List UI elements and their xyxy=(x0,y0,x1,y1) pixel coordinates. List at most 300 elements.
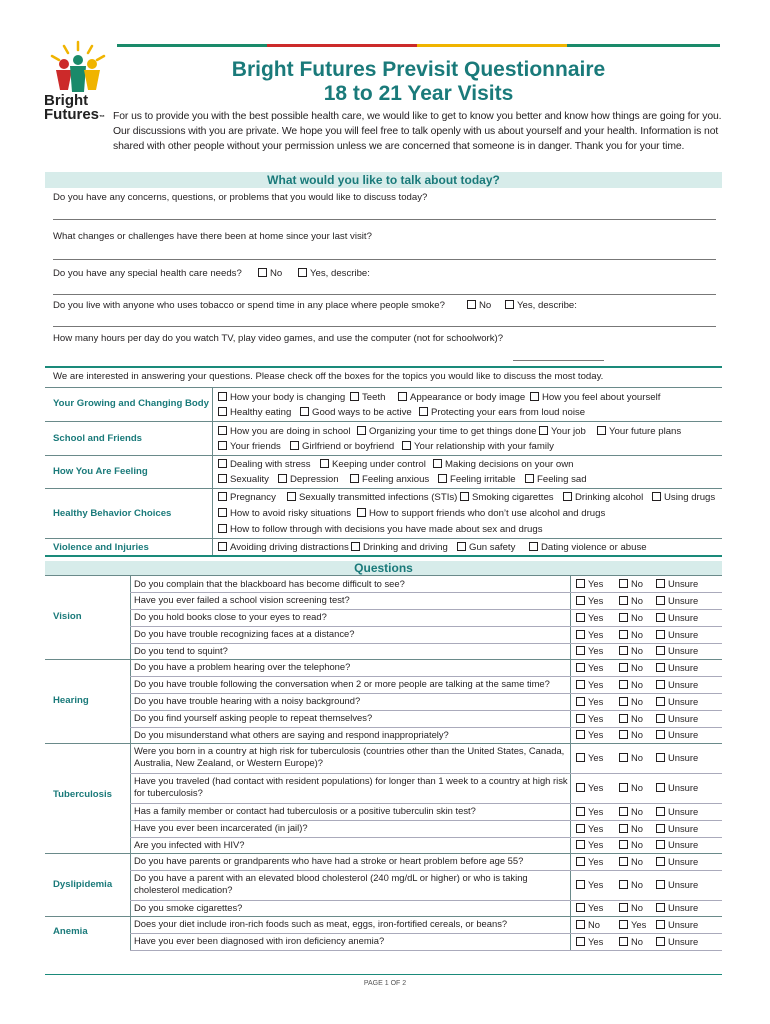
answer-label: Yes xyxy=(588,782,604,793)
answer-option-yes[interactable] xyxy=(576,612,603,623)
checkbox-icon[interactable] xyxy=(576,663,585,672)
checkbox-icon[interactable] xyxy=(652,492,661,501)
checkbox-icon[interactable] xyxy=(656,714,665,723)
checkbox-icon[interactable] xyxy=(398,392,407,401)
special-needs-yes[interactable] xyxy=(298,268,370,279)
checkbox-icon[interactable] xyxy=(656,663,665,672)
checkbox-icon[interactable] xyxy=(218,524,227,533)
answer-option-no[interactable] xyxy=(619,752,643,763)
checkbox-icon[interactable] xyxy=(218,508,227,517)
topic-option[interactable] xyxy=(218,426,351,437)
topic-option[interactable] xyxy=(218,492,276,503)
topic-option[interactable] xyxy=(218,441,281,452)
checkbox-icon[interactable] xyxy=(656,680,665,689)
checkbox-icon[interactable] xyxy=(402,441,411,450)
topic-option[interactable] xyxy=(398,392,525,403)
answer-option-yes[interactable] xyxy=(576,713,603,724)
topic-option[interactable] xyxy=(597,426,681,437)
answer-option-unsure[interactable] xyxy=(656,729,698,740)
topic-option[interactable] xyxy=(218,508,351,519)
row-divider xyxy=(130,900,722,901)
question-row xyxy=(134,695,360,707)
label: Sexually transmitted infections (STIs) xyxy=(299,492,458,503)
answer-option-yes[interactable] xyxy=(576,595,603,606)
checkbox-icon[interactable] xyxy=(656,824,665,833)
checkbox-icon[interactable] xyxy=(218,407,227,416)
answer-option-no[interactable] xyxy=(576,919,600,930)
topic-option[interactable] xyxy=(563,492,643,503)
label: Keeping under control xyxy=(332,459,426,470)
checkbox-icon[interactable] xyxy=(619,613,628,622)
checkbox-icon[interactable] xyxy=(563,492,572,501)
checkbox-icon[interactable] xyxy=(619,663,628,672)
answer-label: Yes xyxy=(588,594,604,606)
checkbox-icon[interactable] xyxy=(278,474,287,483)
checkbox-icon[interactable] xyxy=(218,426,227,435)
answer-option-yes[interactable] xyxy=(576,936,603,947)
answer-option-no[interactable] xyxy=(619,578,643,589)
topic-growing-label: Your Growing and Changing Body xyxy=(53,398,209,409)
answer-option-unsure[interactable] xyxy=(656,612,698,623)
question-text: Do you have a problem hearing over the telephone? xyxy=(134,661,351,672)
checkbox-icon[interactable] xyxy=(576,840,585,849)
answer-option-no[interactable] xyxy=(619,839,643,850)
checkbox-icon[interactable] xyxy=(576,596,585,605)
answer-option-unsure[interactable] xyxy=(656,696,698,707)
answer-label: No xyxy=(631,752,643,763)
checkbox-icon[interactable] xyxy=(576,630,585,639)
checkbox-icon[interactable] xyxy=(619,646,628,655)
answer-option-no[interactable] xyxy=(619,902,643,913)
topic-option[interactable] xyxy=(530,392,660,403)
answer-option-unsure[interactable] xyxy=(656,902,698,913)
answer-option-no[interactable] xyxy=(619,856,643,867)
topic-option[interactable] xyxy=(218,392,345,403)
answer-option-yes[interactable] xyxy=(576,856,603,867)
answer-option-unsure[interactable] xyxy=(656,713,698,724)
topic-option[interactable] xyxy=(652,492,715,503)
checkbox-icon[interactable] xyxy=(656,630,665,639)
checkbox-icon[interactable] xyxy=(576,903,585,912)
answer-option-yes[interactable] xyxy=(576,629,603,640)
answer-line-concerns[interactable] xyxy=(53,219,716,220)
answer-option-no[interactable] xyxy=(619,713,643,724)
topic-option[interactable] xyxy=(287,492,457,503)
checkbox-icon[interactable] xyxy=(656,613,665,622)
checkbox-icon[interactable] xyxy=(576,697,585,706)
answer-label: No xyxy=(631,578,643,589)
topic-option[interactable] xyxy=(218,542,349,553)
checkbox-icon[interactable] xyxy=(619,697,628,706)
question-row xyxy=(134,745,564,769)
checkbox-icon[interactable] xyxy=(656,697,665,706)
answer-option-yes[interactable] xyxy=(576,729,603,740)
row-divider xyxy=(45,743,722,744)
answer-label: Yes xyxy=(588,678,604,690)
topic-option[interactable] xyxy=(460,492,554,503)
checkbox-icon[interactable] xyxy=(460,492,469,501)
checkbox-icon[interactable] xyxy=(539,426,548,435)
checkbox-icon[interactable] xyxy=(656,807,665,816)
answer-option-unsure[interactable] xyxy=(656,752,698,763)
answer-option-yes[interactable] xyxy=(576,839,603,850)
checkbox-icon[interactable] xyxy=(576,730,585,739)
checkbox-icon[interactable] xyxy=(597,426,606,435)
q-changes: What changes or challenges have there been at home since your last visit? xyxy=(53,231,372,242)
checkbox-icon[interactable] xyxy=(619,783,628,792)
answer-option-no[interactable] xyxy=(619,629,643,640)
topic-option[interactable] xyxy=(419,407,585,418)
topic-option[interactable] xyxy=(290,441,394,452)
checkbox-icon[interactable] xyxy=(218,474,227,483)
label: Depression xyxy=(290,474,339,485)
label: Teeth xyxy=(362,392,386,403)
divider xyxy=(45,488,722,489)
topic-option[interactable] xyxy=(218,459,311,470)
checkbox-icon[interactable] xyxy=(576,680,585,689)
checkbox-icon[interactable] xyxy=(656,920,665,929)
answer-label: Unsure xyxy=(668,805,699,817)
answer-option-yes[interactable] xyxy=(576,578,603,589)
topic-option[interactable] xyxy=(300,407,412,418)
answer-option-no[interactable] xyxy=(619,729,643,740)
answer-label: Unsure xyxy=(668,712,699,724)
question-row xyxy=(134,872,528,896)
question-text: Do you have trouble recognizing faces at a distance? xyxy=(134,628,355,639)
answer-option-unsure[interactable] xyxy=(656,645,698,656)
answer-line-changes[interactable] xyxy=(53,259,716,260)
answer-label: No xyxy=(631,902,643,913)
intro-text: For us to provide you with the best possible health care, we would like to get to know you better and know how things are going for you. Our discussions with you are private. We hope you will feel free to talk openly with us about yourself and your health. Information is not shared with other people without your permission unless we are concerned that someone is in danger. Thank you for your time. xyxy=(113,111,722,152)
topic-option[interactable] xyxy=(320,459,426,470)
answer-label: Yes xyxy=(588,712,604,724)
divider xyxy=(45,366,722,368)
answer-option-no[interactable] xyxy=(619,806,643,817)
label: Drinking and driving xyxy=(363,542,448,553)
answer-label: Yes xyxy=(588,661,604,673)
answer-label: Unsure xyxy=(668,752,699,763)
row-divider xyxy=(45,916,722,917)
answer-option-yes[interactable] xyxy=(576,679,603,690)
tobacco-no[interactable] xyxy=(467,300,491,311)
label: No xyxy=(479,300,492,311)
checkbox-icon[interactable] xyxy=(300,407,309,416)
answer-option-no[interactable] xyxy=(619,595,643,606)
checkbox-icon[interactable] xyxy=(298,268,307,277)
question-text: Has a family member or contact had tuberculosis or a positive tuberculin skin test? xyxy=(134,805,476,816)
answer-label: Unsure xyxy=(668,578,699,589)
checkbox-icon[interactable] xyxy=(619,920,628,929)
answer-option-unsure[interactable] xyxy=(656,806,698,817)
checkbox-icon[interactable] xyxy=(505,300,514,309)
topic-option[interactable] xyxy=(457,542,515,553)
question-row xyxy=(134,712,372,724)
answer-option-no[interactable] xyxy=(619,679,643,690)
checkbox-icon[interactable] xyxy=(656,579,665,588)
answer-label: Yes xyxy=(588,879,604,890)
label: How to avoid risky situations xyxy=(230,508,352,519)
topic-violence-label: Violence and Injuries xyxy=(53,542,149,553)
section-anemia: Anemia xyxy=(53,926,88,937)
checkbox-icon[interactable] xyxy=(619,753,628,762)
answer-option-unsure[interactable] xyxy=(656,936,698,947)
checkbox-icon[interactable] xyxy=(656,903,665,912)
label: How you are doing in school xyxy=(230,426,351,437)
checkbox-icon[interactable] xyxy=(218,392,227,401)
row-divider xyxy=(45,659,722,660)
checkbox-icon[interactable] xyxy=(218,441,227,450)
checkbox-icon[interactable] xyxy=(576,753,585,762)
q-concerns: Do you have any concerns, questions, or problems that you would like to discuss today? xyxy=(53,192,428,203)
row-divider xyxy=(130,710,722,711)
checkbox-icon[interactable] xyxy=(576,824,585,833)
label: Girlfriend or boyfriend xyxy=(302,441,395,452)
checkbox-icon[interactable] xyxy=(290,441,299,450)
special-needs-no[interactable] xyxy=(258,268,282,279)
checkbox-icon[interactable] xyxy=(218,542,227,551)
checkbox-icon[interactable] xyxy=(438,474,447,483)
answer-option-yes[interactable] xyxy=(576,696,603,707)
logo-line1: Bright xyxy=(44,92,89,109)
answer-label: Yes xyxy=(588,855,604,867)
topic-option[interactable] xyxy=(525,474,587,485)
answer-label: Yes xyxy=(588,628,604,640)
topic-option[interactable] xyxy=(402,441,554,452)
answer-option-no[interactable] xyxy=(619,823,643,834)
checkbox-icon[interactable] xyxy=(457,542,466,551)
answer-label: Unsure xyxy=(668,695,699,707)
checkbox-icon[interactable] xyxy=(433,459,442,468)
answer-line-hours[interactable] xyxy=(513,360,604,361)
row-divider xyxy=(130,676,722,677)
answer-option-unsure[interactable] xyxy=(656,782,698,793)
topic-option[interactable] xyxy=(529,542,647,553)
answer-option-unsure[interactable] xyxy=(656,679,698,690)
answer-option-yes[interactable] xyxy=(576,662,603,673)
topic-option[interactable] xyxy=(218,407,291,418)
label: Your future plans xyxy=(609,426,682,437)
checkbox-icon[interactable] xyxy=(619,824,628,833)
question-text: Do you complain that the blackboard has become difficult to see? xyxy=(134,578,405,589)
checkbox-icon[interactable] xyxy=(467,300,476,309)
checkbox-icon[interactable] xyxy=(576,920,585,929)
tobacco-yes[interactable] xyxy=(505,300,577,311)
divider xyxy=(45,455,722,456)
answer-option-yes[interactable] xyxy=(576,823,603,834)
checkbox-icon[interactable] xyxy=(357,508,366,517)
divider xyxy=(45,421,722,422)
checkbox-icon[interactable] xyxy=(258,268,267,277)
topic-option[interactable] xyxy=(433,459,574,470)
checkbox-icon[interactable] xyxy=(287,492,296,501)
label: Your relationship with your family xyxy=(414,441,554,452)
topic-option[interactable] xyxy=(351,542,448,553)
checkbox-icon[interactable] xyxy=(656,753,665,762)
checkbox-icon[interactable] xyxy=(525,474,534,483)
answer-label: Unsure xyxy=(668,902,699,913)
logo-line2: Futures xyxy=(44,106,100,123)
answer-line-tobacco[interactable] xyxy=(53,326,716,327)
topic-option[interactable] xyxy=(218,474,269,485)
answer-label: Unsure xyxy=(668,594,699,606)
checkbox-icon[interactable] xyxy=(320,459,329,468)
checkbox-icon[interactable] xyxy=(619,680,628,689)
checkbox-icon[interactable] xyxy=(656,730,665,739)
answer-option-unsure[interactable] xyxy=(656,919,698,930)
question-text: Have you ever been diagnosed with iron deficiency anemia? xyxy=(134,935,385,946)
question-row xyxy=(134,822,308,834)
checkbox-icon[interactable] xyxy=(576,579,585,588)
topic-option[interactable] xyxy=(357,426,536,437)
divider xyxy=(45,555,722,557)
divider xyxy=(45,387,722,388)
checkbox-icon[interactable] xyxy=(218,492,227,501)
checkbox-icon[interactable] xyxy=(576,857,585,866)
answer-option-unsure[interactable] xyxy=(656,629,698,640)
label: Drinking alcohol xyxy=(575,492,644,503)
question-row xyxy=(134,645,228,657)
section-vision: Vision xyxy=(53,611,82,622)
label: Feeling anxious xyxy=(362,474,430,485)
q-screen-time: How many hours per day do you watch TV, play video games, and use the computer (not for schoolwork)? xyxy=(53,333,504,344)
topic-option[interactable] xyxy=(350,474,429,485)
checkbox-icon[interactable] xyxy=(576,937,585,946)
answer-line-special-needs[interactable] xyxy=(53,294,716,295)
question-text: Were you born in a country at high risk for tuberculosis (countries other than the United States, Canada, xyxy=(134,745,565,756)
checkbox-icon[interactable] xyxy=(656,596,665,605)
answer-option-unsure[interactable] xyxy=(656,578,698,589)
label: Yes, describe: xyxy=(310,268,370,279)
topic-option[interactable] xyxy=(278,474,339,485)
answer-option-no[interactable] xyxy=(619,662,643,673)
checkbox-icon[interactable] xyxy=(357,426,366,435)
checkbox-icon[interactable] xyxy=(619,903,628,912)
answer-label: Yes xyxy=(631,918,647,930)
checkbox-icon[interactable] xyxy=(619,730,628,739)
checkbox-icon[interactable] xyxy=(656,937,665,946)
checkbox-icon[interactable] xyxy=(529,542,538,551)
question-row xyxy=(134,839,244,851)
answer-option-yes[interactable] xyxy=(576,752,603,763)
answer-option-no[interactable] xyxy=(619,696,643,707)
answer-label: Unsure xyxy=(668,645,699,656)
question-text: Have you traveled (had contact with resident populations) for longer than 1 week to a country at high risk xyxy=(134,775,568,786)
label: Avoiding driving distractions xyxy=(230,542,349,553)
answer-option-yes[interactable] xyxy=(576,645,603,656)
label: How to support friends who don’t use alcohol and drugs xyxy=(369,508,606,519)
checkbox-icon[interactable] xyxy=(576,714,585,723)
answer-option-unsure[interactable] xyxy=(656,879,698,890)
checkbox-icon[interactable] xyxy=(218,459,227,468)
checkbox-icon[interactable] xyxy=(530,392,539,401)
answer-option-yes[interactable] xyxy=(576,806,603,817)
checkbox-icon[interactable] xyxy=(350,392,359,401)
topic-school-label: School and Friends xyxy=(53,433,143,444)
label: Feeling irritable xyxy=(450,474,516,485)
checkbox-icon[interactable] xyxy=(656,857,665,866)
question-row xyxy=(134,775,568,799)
answer-label: Unsure xyxy=(668,855,699,867)
row-divider xyxy=(130,693,722,694)
question-text: Are you infected with HIV? xyxy=(134,839,245,850)
topic-option[interactable] xyxy=(438,474,516,485)
answer-label: Yes xyxy=(588,805,604,817)
answer-label: Unsure xyxy=(668,879,699,890)
answer-label: Yes xyxy=(588,729,604,740)
answer-option-no[interactable] xyxy=(619,936,643,947)
answer-label: No xyxy=(631,855,643,867)
topic-option[interactable] xyxy=(350,392,385,403)
topic-option[interactable] xyxy=(539,426,586,437)
answer-option-unsure[interactable] xyxy=(656,823,698,834)
section-dyslipidemia: Dyslipidemia xyxy=(53,879,113,890)
checkbox-icon[interactable] xyxy=(619,880,628,889)
checkbox-icon[interactable] xyxy=(619,840,628,849)
checkbox-icon[interactable] xyxy=(576,783,585,792)
checkbox-icon[interactable] xyxy=(576,646,585,655)
checkbox-icon[interactable] xyxy=(576,807,585,816)
label: Healthy eating xyxy=(230,407,292,418)
question-text: Do you misunderstand what others are saying and respond inappropriately? xyxy=(134,729,449,740)
checkbox-icon[interactable] xyxy=(419,407,428,416)
topics-intro: We are interested in answering your questions. Please check off the boxes for the topics you would like to discuss the most today. xyxy=(53,371,604,382)
checkbox-icon[interactable] xyxy=(619,630,628,639)
answer-option-unsure[interactable] xyxy=(656,595,698,606)
label: Your job xyxy=(551,426,586,437)
checkbox-icon[interactable] xyxy=(619,596,628,605)
answer-option-no[interactable] xyxy=(619,612,643,623)
checkbox-icon[interactable] xyxy=(619,937,628,946)
question-text: Do you find yourself asking people to repeat themselves? xyxy=(134,712,373,723)
answer-label: No xyxy=(631,729,643,740)
checkbox-icon[interactable] xyxy=(656,840,665,849)
answer-option-unsure[interactable] xyxy=(656,662,698,673)
answer-option-unsure[interactable] xyxy=(656,839,698,850)
topic-option[interactable] xyxy=(357,508,605,519)
topic-option[interactable] xyxy=(218,524,543,535)
checkbox-icon[interactable] xyxy=(656,646,665,655)
logo-tm: ™ xyxy=(99,115,106,121)
answer-option-yes[interactable] xyxy=(576,902,603,913)
answer-option-yes[interactable] xyxy=(576,782,603,793)
answer-label: Unsure xyxy=(668,839,699,850)
checkbox-icon[interactable] xyxy=(350,474,359,483)
checkbox-icon[interactable] xyxy=(619,579,628,588)
answer-label: Unsure xyxy=(668,611,699,623)
checkbox-icon[interactable] xyxy=(656,783,665,792)
checkbox-icon[interactable] xyxy=(619,807,628,816)
checkbox-icon[interactable] xyxy=(619,857,628,866)
question-row xyxy=(134,578,405,590)
answer-option-no[interactable] xyxy=(619,879,643,890)
answer-option-no[interactable] xyxy=(619,645,643,656)
checkbox-icon[interactable] xyxy=(619,714,628,723)
label: Appearance or body image xyxy=(410,392,526,403)
answer-label: Unsure xyxy=(668,661,699,673)
answer-option-yes[interactable] xyxy=(619,919,646,930)
label: Protecting your ears from loud noise xyxy=(431,407,586,418)
checkbox-icon[interactable] xyxy=(576,880,585,889)
checkbox-icon[interactable] xyxy=(576,613,585,622)
question-row xyxy=(134,935,384,947)
checkbox-icon[interactable] xyxy=(656,880,665,889)
page-number: PAGE 1 OF 2 xyxy=(363,980,407,987)
divider xyxy=(45,974,722,975)
checkbox-icon[interactable] xyxy=(351,542,360,551)
answer-option-no[interactable] xyxy=(619,782,643,793)
answer-option-unsure[interactable] xyxy=(656,856,698,867)
answer-option-yes[interactable] xyxy=(576,879,603,890)
